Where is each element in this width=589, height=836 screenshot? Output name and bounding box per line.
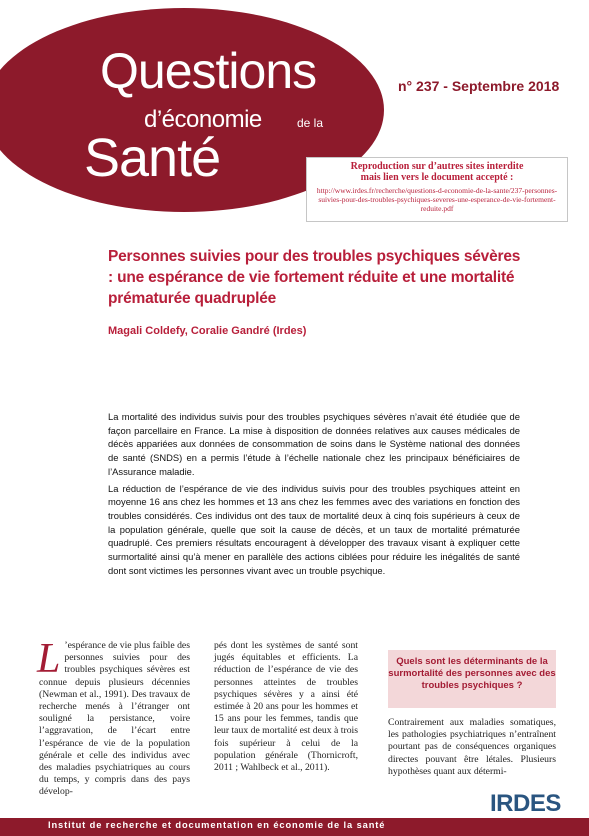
- body-column-3: Contrairement aux maladies somatiques, les pathologies psychiatriques n’entraînent pourtant pas de conséquences organiques directes pouvant être létales. Plusieurs hypothèses quant aux détermi-: [388, 717, 556, 777]
- sidebar-heading: Quels sont les déterminants de la surmortalité des personnes avec des troubles psychiques ?: [388, 656, 556, 691]
- masthead-questions: Questions: [100, 43, 317, 99]
- irdes-logo: [490, 790, 565, 818]
- notice-line1: Reproduction sur d’autres sites interdite: [350, 161, 524, 172]
- article-authors: Magali Coldefy, Coralie Gandré (Irdes): [108, 325, 307, 337]
- abstract-paragraph-2: La réduction de l’espérance de vie des individus suivis pour des troubles psychiques atteint en moyenne 16 ans chez les hommes et 13 ans chez les femmes avec des variations en fonction des troubles considérés. Ces individus ont des taux de mortalité deux à cinq fois supérieurs à ceux de la population générale, quelle que soit la cause de décès, et un taux de mortalité prématurée quadruplé. Ces premiers résultats encouragent à développer des travaux visant à expliquer cette surmortalité ainsi qu’à mener en parallèle des actions ciblées pour réduire les inégalités de santé dont sont victimes les personnes vivant avec un trouble psychique.: [108, 482, 520, 576]
- notice-line2: mais lien vers le document accepté :: [360, 172, 514, 183]
- dropcap: L: [37, 636, 61, 682]
- sidebar-box: [388, 650, 556, 708]
- footer-institute: Institut de recherche et documentation en économie de la santé: [48, 820, 386, 830]
- masthead-economie: d’économie: [144, 106, 262, 133]
- body-column-1: [37, 636, 190, 799]
- abstract: [108, 410, 520, 580]
- notice-url[interactable]: http://www.irdes.fr/recherche/questions-d-economie-de-la-sante/237-personnes-suivies-pour-des-troubles-psychiques-severes-une-esperance-de-vie-fortement-reduite.pdf: [316, 186, 558, 213]
- issue-number: n° 237 - Septembre 2018: [398, 78, 560, 94]
- abstract-paragraph-1: La mortalité des individus suivis pour des troubles psychiques sévères n’avait été étudiée que de façon parcellaire en France. La mise à disposition de données relatives aux causes médicales de décès appariées aux données de consommation de soins dans le Système national des données de santé (SNDS) en a permis l’étude à l’échelle nationale chez les principaux bénéficiaires de l’Assurance maladie.: [108, 411, 520, 477]
- irdes-logo-text: IRDES: [490, 790, 561, 817]
- body-column-1-text: ’espérance de vie plus faible des personnes suivies pour des troubles psychiques sévères est connue depuis plusieurs décennies (Newman et al., 1991). Des travaux de recherche menés à l’étranger ont souligné la persistance, voire l’aggravation, de l’écart entre l’espérance de vie de la population générale et celle des individus avec des maladies psychiatriques au cours du temps, y compris dans des pays dévelop-: [39, 640, 190, 798]
- reproduction-notice: [306, 157, 568, 222]
- body-column-2: pés dont les systèmes de santé sont jugés équitables et efficients. La réduction de l’espérance de vie des personnes atteintes de troubles psychiques sévères y a ainsi été estimée à 20 ans pour les hommes et 15 ans pour les femmes, tandis que leur taux de mortalité est deux à trois fois supérieur à celui de la population générale (Thornicroft, 2011 ; Wahlbeck et al., 2011).: [214, 640, 358, 774]
- article-title: Personnes suivies pour des troubles psychiques sévères : une espérance de vie fortement réduite et une mortalité prématurée quadruplée: [108, 248, 521, 307]
- masthead-de-la: de la: [297, 116, 324, 130]
- masthead-sante: Santé: [84, 128, 221, 188]
